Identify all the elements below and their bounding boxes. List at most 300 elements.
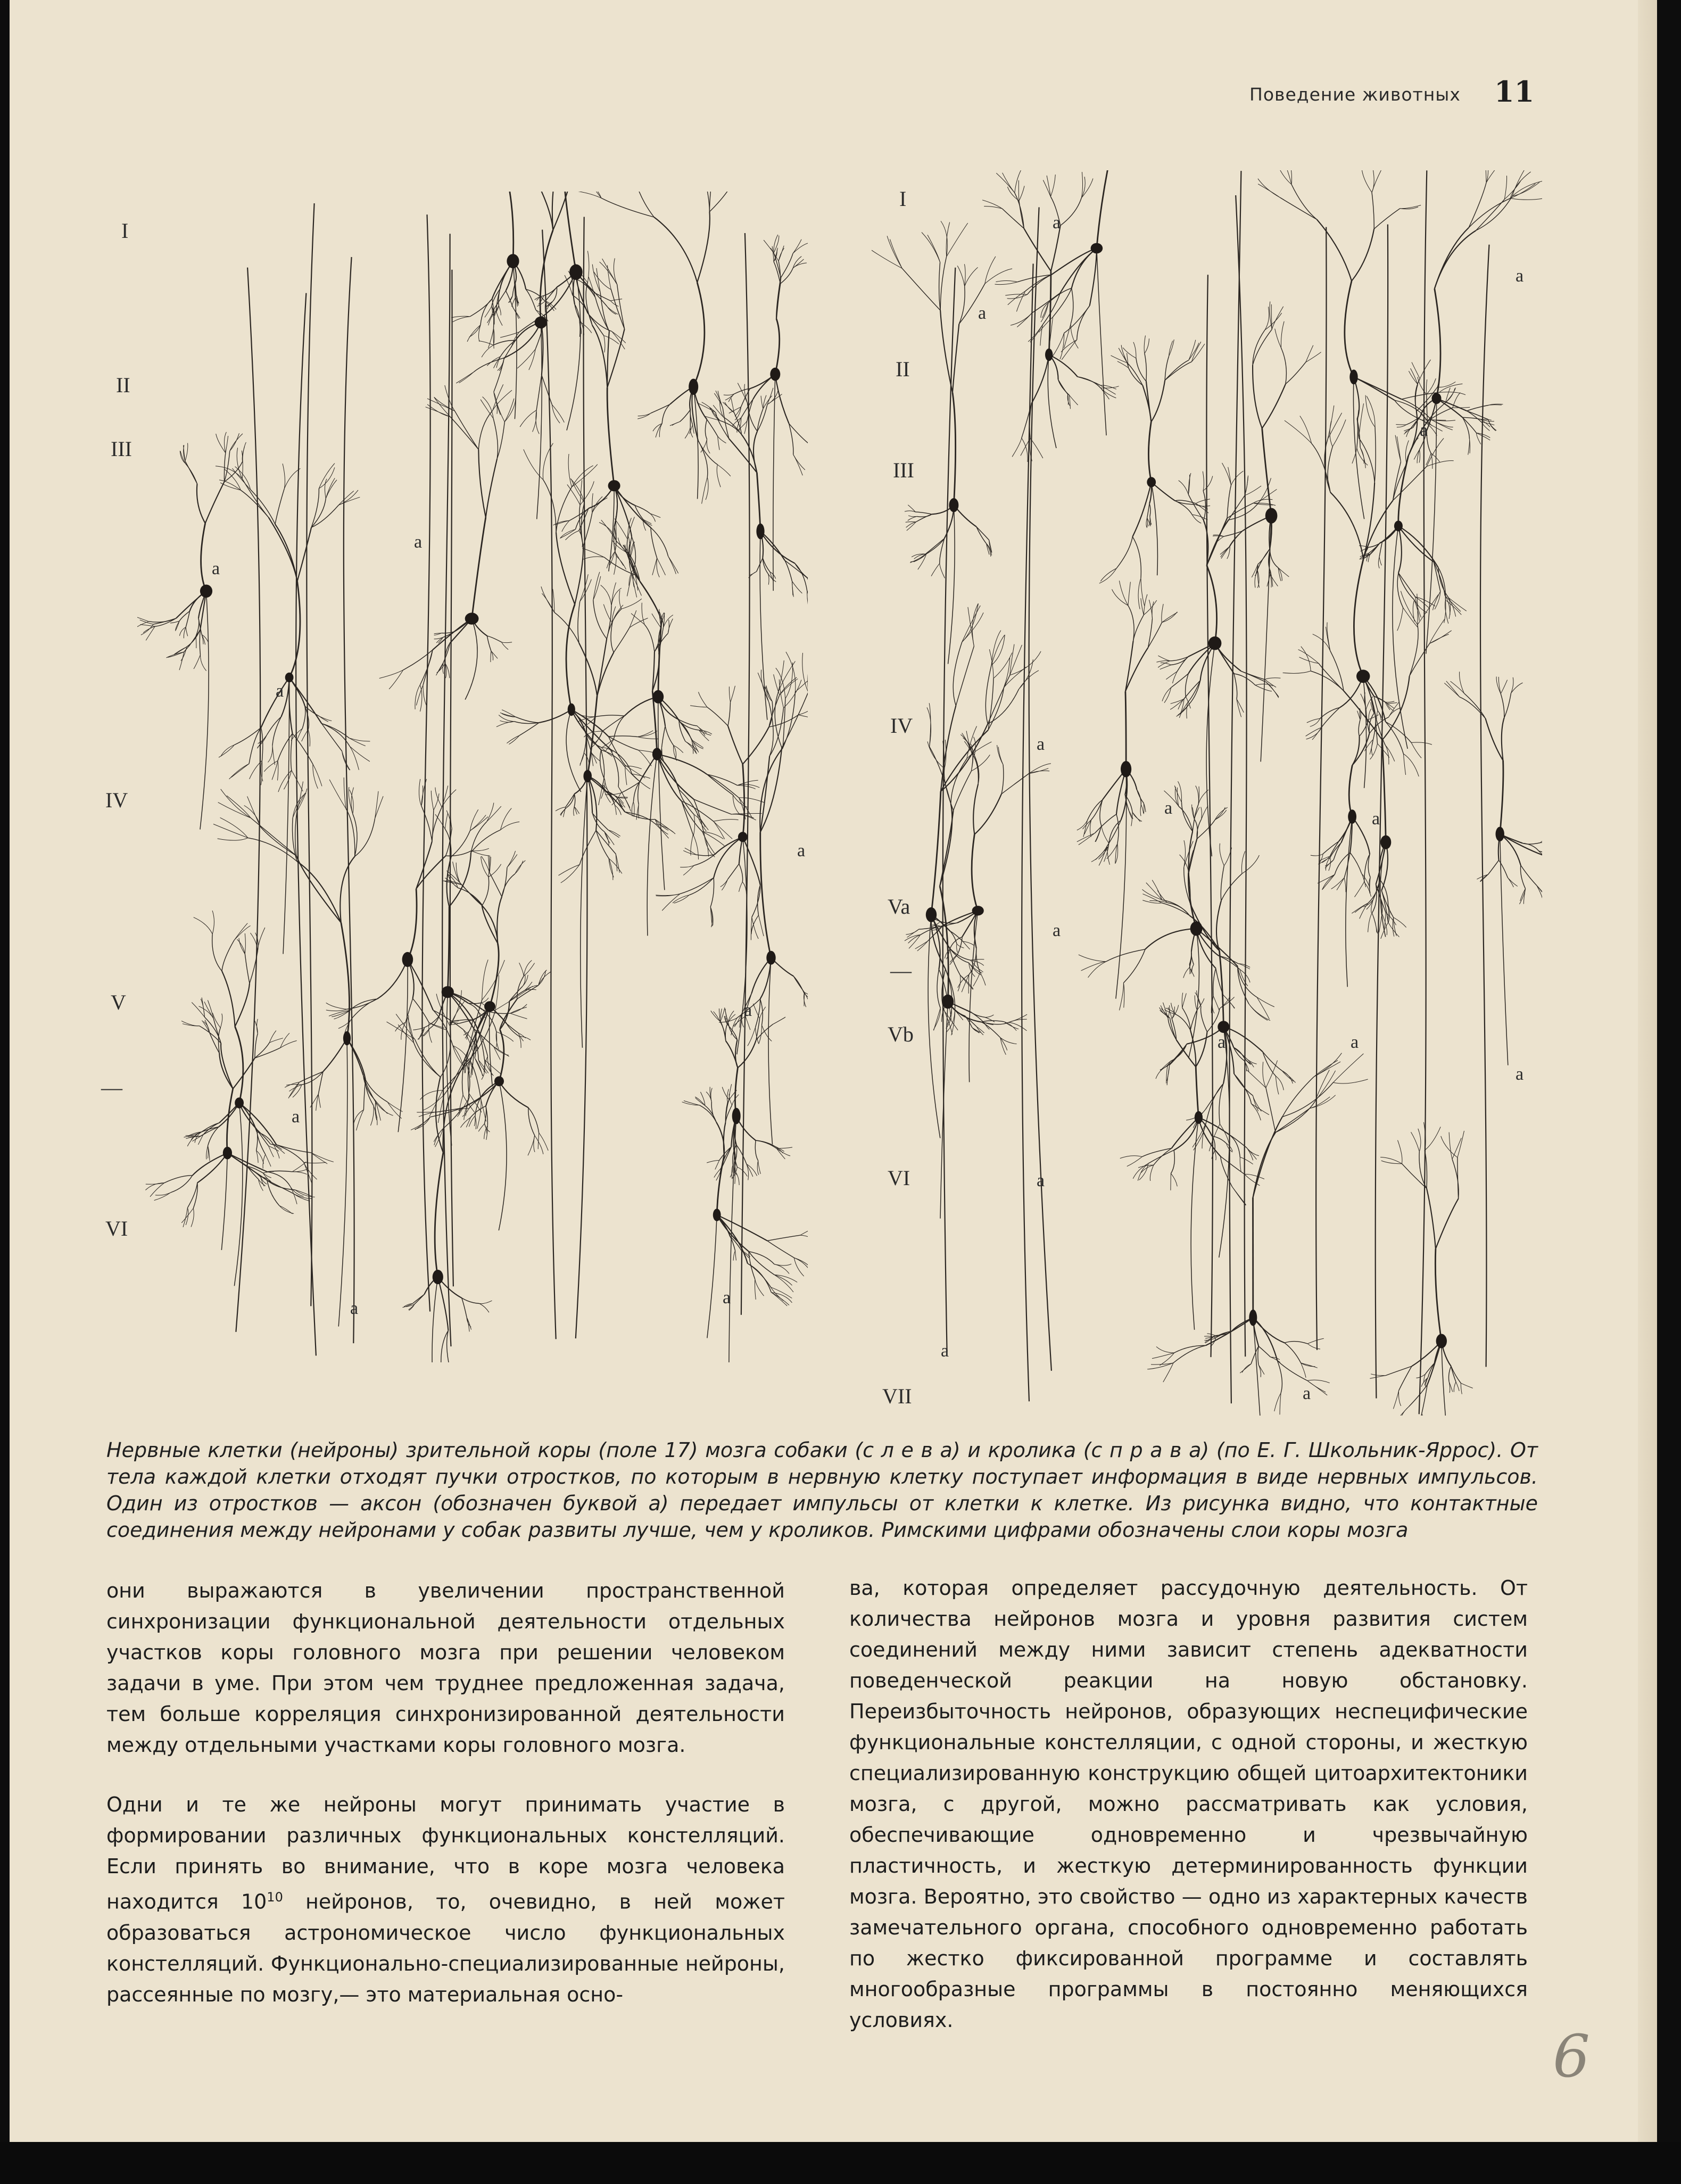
dendrite-stroke: [650, 514, 656, 522]
dendrite-stroke: [568, 454, 572, 487]
dendrite-stroke: [1132, 812, 1140, 822]
dendrite-stroke: [350, 746, 359, 770]
dendrite-stroke: [1100, 800, 1103, 826]
dendrite-stroke: [682, 801, 714, 822]
dendrite-stroke: [1468, 439, 1470, 455]
dendrite-stroke: [1374, 697, 1378, 711]
dendrite-stroke: [1213, 969, 1216, 996]
dendrite-stroke: [1501, 694, 1504, 718]
dendrite-stroke: [1277, 1361, 1282, 1393]
dendrite-stroke: [743, 837, 760, 885]
neuron-soma: [653, 690, 664, 704]
vertical-fibre: [344, 257, 354, 1343]
dendrite-stroke: [1120, 1156, 1142, 1159]
dendrite-stroke: [497, 897, 502, 944]
dendrite-stroke: [187, 629, 201, 647]
dendrite-stroke: [1178, 704, 1189, 716]
dendrite-stroke: [974, 794, 1001, 834]
dendrite-stroke: [699, 692, 707, 707]
dendrite-stroke: [510, 1013, 527, 1019]
dendrite-stroke: [435, 1153, 443, 1277]
dendrite-stroke: [1237, 699, 1241, 717]
dendrite-stroke: [739, 882, 743, 891]
dendrite-stroke: [794, 1258, 808, 1273]
dendrite-stroke: [1202, 806, 1208, 820]
dendrite-stroke: [524, 961, 532, 976]
dendrite-stroke: [441, 1027, 451, 1077]
vertical-fibre: [422, 214, 430, 1311]
dendrite-stroke: [201, 523, 206, 591]
dendrite-stroke: [1258, 184, 1280, 198]
dendrite-stroke: [1306, 727, 1322, 736]
dendrite-stroke: [450, 417, 478, 450]
dendrite-stroke: [354, 1110, 364, 1123]
dendrite-stroke: [478, 411, 492, 450]
dendrite-stroke: [1365, 395, 1375, 427]
dendrite-stroke: [537, 301, 546, 307]
dendrite-stroke: [485, 306, 492, 317]
vertical-fibre: [1480, 245, 1489, 1367]
dendrite-stroke: [1504, 693, 1511, 718]
dendrite-stroke: [940, 257, 947, 310]
dendrite-stroke: [609, 736, 637, 737]
dendrite-stroke: [1079, 833, 1095, 845]
neuron-soma: [465, 613, 479, 624]
dendrite-stroke: [720, 1021, 726, 1041]
dendrite-stroke: [694, 799, 705, 836]
dendrite-stroke: [1280, 1393, 1281, 1415]
dendrite-stroke: [1476, 196, 1512, 230]
dendrite-stroke: [516, 717, 539, 723]
dendrite-stroke: [490, 873, 502, 897]
dendrite-stroke: [734, 1170, 735, 1184]
dendrite-stroke: [313, 764, 322, 787]
dendrite-stroke: [982, 200, 1002, 209]
dendrite-stroke: [656, 894, 680, 896]
dendrite-stroke: [1415, 597, 1421, 618]
dendrite-stroke: [1009, 1019, 1027, 1022]
layer-label-right-5: Va: [888, 895, 910, 919]
dendrite-stroke: [482, 1060, 485, 1080]
dendrite-stroke: [1282, 1071, 1294, 1081]
dendrite-stroke: [1276, 1076, 1283, 1090]
dendrite-stroke: [1010, 644, 1014, 675]
dendrite-stroke: [443, 643, 450, 663]
dendrite-stroke: [266, 1154, 271, 1167]
axon-stroke: [1189, 929, 1199, 1058]
neuron-soma: [442, 986, 454, 998]
text-column-left: [106, 1575, 785, 2039]
dendrite-stroke: [1022, 438, 1028, 462]
dendrite-stroke: [701, 192, 710, 212]
dendrite-stroke: [416, 856, 445, 889]
dendrite-stroke: [769, 715, 798, 727]
dendrite-stroke: [1019, 186, 1024, 201]
layer-divider-left: —: [101, 1076, 122, 1099]
dendrite-stroke: [1060, 333, 1064, 359]
dendrite-stroke: [609, 858, 622, 873]
dendrite-stroke: [1368, 854, 1370, 878]
neuron-soma: [1356, 669, 1370, 683]
dendrite-stroke: [319, 464, 335, 489]
dendrite-stroke: [1352, 229, 1374, 281]
layer-label-left-2: II: [116, 373, 130, 397]
dendrite-stroke: [1245, 486, 1261, 495]
dendrite-stroke: [329, 1011, 350, 1016]
dendrite-stroke: [729, 1027, 737, 1040]
dendrite-stroke: [995, 282, 1018, 285]
dendrite-stroke: [415, 1039, 441, 1077]
dendrite-stroke: [1189, 952, 1191, 964]
dendrite-stroke: [707, 774, 733, 795]
dendrite-stroke: [234, 727, 261, 744]
dendrite-stroke: [690, 706, 707, 707]
dendrite-stroke: [546, 287, 557, 301]
neuron-soma: [689, 379, 698, 395]
dendrite-stroke: [615, 518, 627, 539]
axon-stroke: [1048, 355, 1056, 448]
dendrite-stroke: [1370, 1376, 1386, 1379]
dendrite-stroke: [278, 771, 292, 792]
dendrite-stroke: [1147, 503, 1149, 518]
axon-stroke: [1393, 526, 1407, 748]
vertical-fibre: [236, 268, 260, 1332]
dendrite-stroke: [654, 217, 697, 283]
dendrite-stroke: [470, 815, 486, 831]
dendrite-stroke: [446, 851, 471, 856]
dendrite-stroke: [1281, 321, 1284, 348]
dendrite-stroke: [1461, 1383, 1462, 1394]
dendrite-stroke: [1192, 515, 1207, 520]
dendrite-stroke: [1286, 362, 1306, 384]
neuron-soma: [343, 1031, 351, 1046]
dendrite-stroke: [234, 926, 251, 940]
dendrite-stroke: [1485, 170, 1486, 183]
dendrite-stroke: [1372, 884, 1377, 913]
dendrite-stroke: [984, 206, 1002, 209]
dendrite-stroke: [916, 514, 932, 522]
dendrite-stroke: [943, 911, 978, 926]
dendrite-stroke: [1192, 515, 1201, 523]
dendrite-stroke: [319, 467, 335, 489]
dendrite-stroke: [1141, 805, 1144, 813]
neuron-soma: [1208, 636, 1222, 650]
dendrite-stroke: [962, 606, 981, 642]
dendrite-stroke: [426, 407, 450, 417]
figure-caption: Нервные клетки (нейроны) зрительной коры (поле 17) мозга собаки (с л е в а) и кролика (с п р а в а) (по Е. Г. Школьник-Яррос). От тела каждой клетки отходят пучки отростков, по которым в нервную клетку поступает информация в виде нервных импульсов. Один из отростков — аксон (обозначен буквой а) передает импульсы от клетки к клетке. Из рисунка видно, что контактные соединения между нейронами у собак развиты лучше, чем у кроликов. Римскими цифрами обозначены слои коры мозга: [106, 1438, 1538, 1542]
dendrite-stroke: [1467, 411, 1481, 422]
dendrite-stroke: [1460, 697, 1486, 719]
neuron-soma: [608, 480, 620, 491]
dendrite-stroke: [1307, 1344, 1320, 1349]
dendrite-stroke: [284, 771, 291, 790]
neuron-soma: [200, 585, 212, 598]
running-head: Поведение животных: [1249, 84, 1461, 105]
dendrite-stroke: [601, 585, 611, 606]
dendrite-stroke: [1203, 471, 1204, 491]
dendrite-stroke: [1363, 483, 1374, 559]
dendrite-stroke: [937, 969, 940, 1008]
dendrite-stroke: [615, 805, 617, 815]
dendrite-stroke: [1420, 360, 1430, 379]
dendrite-stroke: [748, 1027, 756, 1046]
dendrite-stroke: [487, 803, 494, 822]
dendrite-stroke: [728, 726, 743, 764]
dendrite-stroke: [497, 402, 505, 421]
dendrite-stroke: [1310, 1097, 1330, 1108]
dendrite-stroke: [231, 764, 249, 777]
dendrite-stroke: [434, 793, 439, 810]
dendrite-stroke: [702, 402, 716, 412]
dendrite-stroke: [1272, 307, 1283, 329]
dendrite-stroke: [1052, 333, 1064, 357]
dendrite-stroke: [366, 1080, 387, 1102]
dendrite-stroke: [517, 349, 535, 368]
dendrite-stroke: [1328, 413, 1342, 439]
dendrite-stroke: [996, 173, 1015, 193]
dendrite-stroke: [1502, 718, 1504, 760]
dendrite-stroke: [1359, 438, 1375, 483]
dendrite-stroke: [1510, 198, 1542, 200]
dendrite-stroke: [1461, 1383, 1472, 1388]
paragraph-left-2: [106, 1789, 785, 2010]
dendrite-stroke: [414, 1043, 441, 1077]
neuron-soma: [494, 1076, 504, 1086]
dendrite-stroke: [759, 915, 764, 936]
dendrite-stroke: [339, 497, 360, 505]
dendrite-stroke: [1402, 1164, 1427, 1188]
dendrite-stroke: [693, 814, 695, 836]
dendrite-stroke: [1196, 1032, 1207, 1067]
dendrite-stroke: [1266, 1088, 1276, 1132]
dendrite-stroke: [940, 564, 945, 578]
dendrite-stroke: [1380, 1157, 1402, 1164]
dendrite-stroke: [642, 603, 644, 625]
dendrite-stroke: [597, 639, 607, 697]
dendrite-stroke: [1128, 606, 1134, 641]
dendrite-stroke: [529, 349, 536, 370]
dendrite-stroke: [692, 740, 703, 749]
neuron-soma: [1218, 1021, 1229, 1033]
dendrite-stroke: [482, 877, 489, 906]
dendrite-stroke: [972, 1028, 979, 1033]
dendrite-stroke: [657, 754, 707, 774]
dendrite-stroke: [1285, 1343, 1301, 1363]
dendrite-stroke: [756, 1140, 776, 1148]
dendrite-stroke: [326, 480, 337, 499]
dendrite-stroke: [1175, 501, 1193, 515]
dendrite-stroke: [302, 706, 305, 729]
dendrite-stroke: [323, 1038, 347, 1072]
dendrite-stroke: [1047, 176, 1050, 197]
dendrite-stroke: [696, 855, 715, 856]
dendrite-stroke: [604, 336, 605, 353]
dendrite-stroke: [291, 733, 293, 770]
dendrite-stroke: [269, 1146, 274, 1157]
dendrite-stroke: [264, 761, 278, 772]
dendrite-stroke: [941, 724, 988, 791]
dendrite-stroke: [1359, 720, 1360, 737]
dendrite-stroke: [633, 802, 634, 817]
dendrite-stroke: [717, 465, 721, 487]
dendrite-stroke: [1441, 1136, 1458, 1157]
dendrite-stroke: [616, 556, 626, 569]
dendrite-stroke: [1241, 851, 1245, 874]
dendrite-stroke: [235, 983, 250, 1027]
dendrite-stroke: [1151, 380, 1165, 422]
dendrite-stroke: [185, 443, 188, 461]
dendrite-stroke: [1227, 485, 1231, 518]
dendrite-stroke: [1281, 348, 1287, 384]
dendrite-stroke: [542, 375, 552, 405]
dendrite-stroke: [1435, 230, 1476, 288]
dendrite-stroke: [415, 685, 420, 709]
neuron-soma: [1496, 827, 1504, 841]
dendrite-stroke: [1394, 917, 1406, 928]
layer-label-right-4: IV: [890, 714, 913, 738]
dendrite-stroke: [1321, 708, 1340, 728]
dendrite-stroke: [784, 680, 802, 708]
dendrite-stroke: [245, 954, 250, 983]
dendrite-stroke: [685, 427, 690, 439]
dendrite-stroke: [697, 212, 710, 283]
dendrite-stroke: [722, 1087, 729, 1100]
dendrite-stroke: [256, 1151, 259, 1163]
dendrite-stroke: [1282, 1071, 1295, 1082]
dendrite-stroke: [1378, 557, 1379, 568]
dendrite-stroke: [1317, 219, 1352, 281]
dendrite-stroke: [1355, 903, 1368, 913]
dendrite-stroke: [907, 522, 916, 531]
dendrite-stroke: [561, 865, 580, 883]
dendrite-stroke: [1027, 275, 1051, 294]
dendrite-stroke: [709, 192, 739, 212]
dendrite-stroke: [713, 405, 723, 417]
dendrite-stroke: [1215, 1151, 1216, 1160]
dendrite-stroke: [493, 418, 498, 459]
dendrite-stroke: [1512, 181, 1542, 196]
dendrite-stroke: [616, 541, 635, 575]
neuron-soma: [949, 498, 958, 512]
dendrite-stroke: [973, 784, 978, 834]
dendrite-stroke: [1462, 417, 1476, 433]
dendrite-stroke: [1540, 837, 1542, 843]
dendrite-stroke: [1253, 365, 1262, 428]
dendrite-stroke: [651, 527, 657, 558]
dendrite-stroke: [289, 677, 305, 706]
dendrite-stroke: [338, 1017, 353, 1029]
dendrite-stroke: [627, 574, 632, 597]
dendrite-stroke: [507, 851, 516, 867]
dendrite-stroke: [779, 246, 784, 261]
dendrite-stroke: [760, 999, 763, 1025]
dendrite-stroke: [1379, 914, 1382, 932]
dendrite-stroke: [953, 324, 959, 393]
dendrite-stroke: [528, 1107, 539, 1132]
dendrite-stroke: [706, 477, 708, 500]
dendrite-stroke: [1437, 382, 1455, 387]
dendrite-stroke: [349, 738, 366, 746]
dendrite-stroke: [519, 1037, 521, 1048]
paragraph-left-2-end: нейронов, то, очевидно, в ней может образоваться астрономическое число функциональных констелляций. Функционально-специализированные нейроны, рассеянные по мозгу,— это материальная осно-: [106, 1890, 785, 2006]
dendrite-stroke: [1149, 503, 1150, 516]
dendrite-stroke: [587, 776, 625, 812]
dendrite-stroke: [1354, 559, 1363, 676]
dendrite-stroke: [738, 785, 756, 789]
dendrite-stroke: [662, 726, 666, 747]
dendrite-stroke: [472, 517, 486, 618]
dendrite-stroke: [1172, 1118, 1199, 1148]
dendrite-stroke: [614, 627, 630, 652]
neuron-soma: [223, 1147, 232, 1160]
vertical-fibre: [1316, 227, 1326, 1350]
dendrite-stroke: [602, 716, 625, 731]
dendrite-stroke: [1160, 665, 1171, 669]
dendrite-stroke: [1350, 853, 1362, 873]
dendrite-stroke: [756, 999, 760, 1027]
dendrite-stroke: [1469, 183, 1486, 228]
dendrite-stroke: [693, 834, 699, 859]
axon-label: a: [1351, 1032, 1359, 1052]
dendrite-stroke: [733, 1251, 735, 1260]
dendrite-stroke: [1435, 228, 1469, 289]
dendrite-stroke: [1285, 1342, 1307, 1344]
dendrite-stroke: [1281, 170, 1291, 185]
dendrite-stroke: [680, 865, 694, 867]
axon-label: a: [723, 1288, 731, 1308]
dendrite-stroke: [928, 741, 945, 768]
dendrite-stroke: [580, 574, 589, 601]
dendrite-stroke: [1186, 674, 1189, 697]
dendrite-stroke: [694, 799, 732, 814]
dendrite-stroke: [552, 404, 564, 422]
dendrite-stroke: [679, 720, 685, 742]
dendrite-stroke: [592, 325, 607, 387]
dendrite-stroke: [171, 1176, 193, 1193]
dendrite-stroke: [1258, 1364, 1264, 1375]
dendrite-stroke: [326, 1003, 347, 1009]
dendrite-stroke: [289, 581, 300, 677]
dendrite-stroke: [731, 686, 735, 702]
axon-label: a: [1164, 798, 1173, 818]
dendrite-stroke: [772, 1293, 788, 1306]
dendrite-stroke: [608, 830, 620, 837]
dendrite-stroke: [593, 600, 607, 639]
dendrite-stroke: [311, 505, 338, 527]
dendrite-stroke: [242, 479, 269, 518]
dendrite-stroke: [601, 750, 624, 766]
dendrite-stroke: [411, 1117, 430, 1130]
dendrite-stroke: [592, 813, 608, 830]
dendrite-stroke: [944, 768, 953, 810]
dendrite-stroke: [519, 723, 539, 735]
dendrite-stroke: [1189, 343, 1199, 360]
dendrite-stroke: [946, 222, 950, 257]
dendrite-stroke: [479, 341, 493, 345]
dendrite-stroke: [622, 599, 642, 609]
dendrite-stroke: [1253, 1132, 1276, 1198]
dendrite-stroke: [491, 651, 498, 658]
dendrite-stroke: [332, 1011, 350, 1017]
dendrite-stroke: [1176, 1014, 1190, 1030]
dendrite-stroke: [1077, 833, 1095, 841]
dendrite-stroke: [478, 325, 481, 342]
dendrite-stroke: [201, 655, 206, 671]
axon-stroke: [969, 911, 978, 1082]
dendrite-stroke: [925, 539, 945, 555]
dendrite-stroke: [408, 1017, 414, 1043]
dendrite-stroke: [1307, 1380, 1330, 1383]
